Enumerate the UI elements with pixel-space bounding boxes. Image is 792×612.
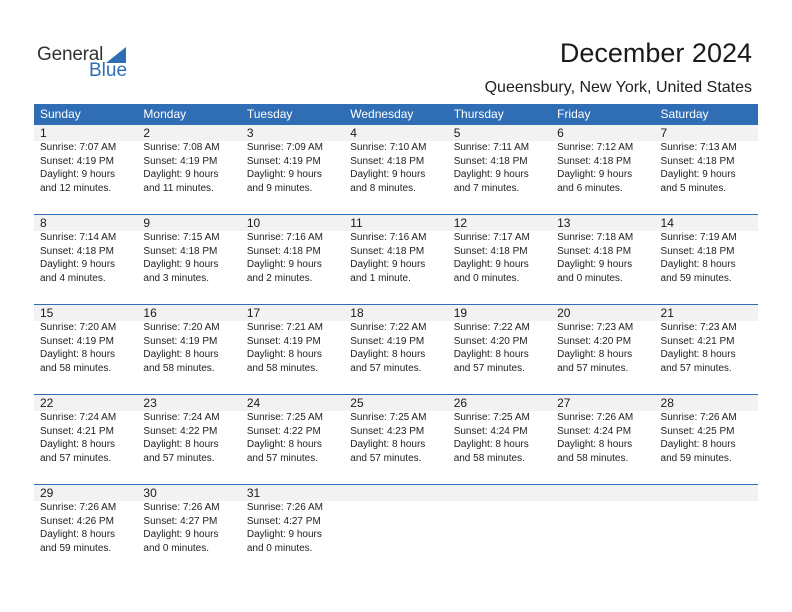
sunrise-text: Sunrise: 7:09 AM [246,142,323,153]
sunrise-text: Sunrise: 7:14 AM [40,232,117,243]
sunrise-text: Sunrise: 7:25 AM [246,412,323,423]
day-cell [344,485,447,555]
sunset-text: Sunset: 4:25 PM [660,425,735,437]
daylight-minutes-text: and 57 minutes. [143,452,215,464]
daylight-text: Daylight: 8 hours [246,439,322,450]
day-cell [655,215,758,285]
weekday-sunday: Sunday [40,107,81,121]
day-cell [344,305,447,375]
sunrise-text: Sunrise: 7:11 AM [453,142,530,153]
day-cell [34,215,137,285]
daylight-text: Daylight: 8 hours [660,259,736,270]
weekday-wednesday: Wednesday [350,107,414,121]
daylight-minutes-text: and 57 minutes. [246,452,319,464]
sunrise-text: Sunrise: 7:15 AM [143,232,220,243]
sunset-text: Sunset: 4:18 PM [660,245,735,257]
sunrise-text: Sunrise: 7:20 AM [40,322,117,333]
daylight-text: Daylight: 9 hours [246,169,322,180]
sunrise-text: Sunrise: 7:18 AM [557,232,634,243]
sunset-text: Sunset: 4:26 PM [40,515,114,527]
day-number: 30 [143,486,157,500]
day-cell [34,305,137,375]
daylight-minutes-text: and 1 minute. [350,272,411,284]
day-cell [34,395,137,465]
day-cell [241,395,344,465]
day-number: 23 [143,396,157,410]
sunrise-text: Sunrise: 7:24 AM [40,412,117,423]
daylight-text: Daylight: 8 hours [557,349,633,360]
sunrise-text: Sunrise: 7:16 AM [246,232,323,243]
daylight-minutes-text: and 0 minutes. [143,542,210,554]
day-number: 26 [453,396,468,410]
sunset-text: Sunset: 4:19 PM [350,335,425,347]
daylight-text: Daylight: 8 hours [246,349,322,360]
day-cell [655,485,758,555]
day-cell [137,125,240,195]
daylight-text: Daylight: 9 hours [350,169,426,180]
day-cell [448,305,551,375]
sunset-text: Sunset: 4:18 PM [453,245,528,257]
daylight-minutes-text: and 7 minutes. [453,182,520,194]
daylight-text: Daylight: 8 hours [40,349,116,360]
daylight-text: Daylight: 9 hours [40,259,116,270]
sunrise-text: Sunrise: 7:22 AM [453,322,530,333]
daylight-minutes-text: and 57 minutes. [453,362,525,374]
daylight-minutes-text: and 59 minutes. [660,452,732,464]
sunrise-text: Sunrise: 7:22 AM [350,322,427,333]
daylight-text: Daylight: 9 hours [143,169,219,180]
weekday-monday: Monday [143,107,187,121]
sunrise-text: Sunrise: 7:26 AM [246,502,323,513]
week-days [34,125,758,195]
day-number: 5 [453,126,461,140]
day-number: 12 [453,216,468,230]
day-number: 9 [143,216,151,230]
sunset-text: Sunset: 4:18 PM [350,155,425,167]
sunset-text: Sunset: 4:27 PM [143,515,218,527]
sunrise-text: Sunrise: 7:24 AM [143,412,220,423]
daylight-minutes-text: and 2 minutes. [246,272,313,284]
sunset-text: Sunset: 4:18 PM [660,155,735,167]
daylight-text: Daylight: 9 hours [453,259,529,270]
daylight-text: Daylight: 8 hours [350,439,426,450]
day-cell [551,215,654,285]
day-cell [34,485,137,555]
sunset-text: Sunset: 4:19 PM [40,335,114,347]
calendar-week [34,125,758,215]
sunrise-text: Sunrise: 7:26 AM [40,502,117,513]
day-number: 14 [660,216,674,230]
sunset-text: Sunset: 4:20 PM [453,335,528,347]
sunset-text: Sunset: 4:18 PM [40,245,114,257]
daylight-minutes-text: and 58 minutes. [557,452,629,464]
day-number: 3 [246,126,254,140]
daylight-minutes-text: and 0 minutes. [246,542,313,554]
daylight-minutes-text: and 9 minutes. [246,182,313,194]
daylight-text: Daylight: 8 hours [143,439,219,450]
sunset-text: Sunset: 4:18 PM [350,245,425,257]
day-number: 11 [350,216,363,230]
sunset-text: Sunset: 4:19 PM [40,155,114,167]
day-number: 4 [350,126,357,140]
daylight-text: Daylight: 8 hours [557,439,633,450]
day-number: 13 [557,216,571,230]
daylight-minutes-text: and 58 minutes. [40,362,112,374]
daylight-minutes-text: and 8 minutes. [350,182,416,194]
day-number: 25 [350,396,364,410]
sunset-text: Sunset: 4:20 PM [557,335,632,347]
daylight-minutes-text: and 59 minutes. [40,542,112,554]
logo-general-text: General [37,44,104,65]
sunset-text: Sunset: 4:19 PM [143,335,218,347]
day-cell [34,125,137,195]
sunrise-text: Sunrise: 7:23 AM [660,322,737,333]
day-number: 10 [246,216,261,230]
daylight-minutes-text: and 59 minutes. [660,272,732,284]
sunrise-text: Sunrise: 7:26 AM [660,412,737,423]
weekday-saturday: Saturday [660,107,709,121]
weekday-thursday: Thursday [453,107,504,121]
page-title: December 2024 [559,38,752,68]
day-cell [241,125,344,195]
sunset-text: Sunset: 4:27 PM [246,515,321,527]
daylight-text: Daylight: 9 hours [246,529,322,540]
sunset-text: Sunset: 4:23 PM [350,425,425,437]
daylight-text: Daylight: 9 hours [143,259,219,270]
daylight-minutes-text: and 3 minutes. [143,272,210,284]
week-days [34,305,758,375]
daylight-minutes-text: and 0 minutes. [453,272,520,284]
sunset-text: Sunset: 4:24 PM [557,425,632,437]
weekday-header [34,104,758,125]
day-number: 8 [40,216,47,230]
daylight-minutes-text: and 57 minutes. [350,452,422,464]
day-cell [655,395,758,465]
day-cell [137,305,240,375]
day-number: 20 [557,306,571,320]
sunrise-text: Sunrise: 7:07 AM [40,142,117,153]
daylight-text: Daylight: 8 hours [40,529,116,540]
day-number: 16 [143,306,157,320]
sunrise-text: Sunrise: 7:26 AM [143,502,220,513]
daylight-text: Daylight: 9 hours [40,169,116,180]
week-days [34,395,758,465]
sunset-text: Sunset: 4:19 PM [246,155,321,167]
day-number: 6 [557,126,564,140]
sunset-text: Sunset: 4:18 PM [557,245,632,257]
calendar-week [34,215,758,305]
day-cell [241,305,344,375]
week-days [34,215,758,285]
day-number: 31 [246,486,261,500]
sunset-text: Sunset: 4:22 PM [143,425,218,437]
daylight-text: Daylight: 8 hours [143,349,219,360]
daylight-minutes-text: and 0 minutes. [557,272,623,284]
day-number: 27 [557,396,571,410]
daylight-text: Daylight: 9 hours [453,169,529,180]
sunrise-text: Sunrise: 7:12 AM [557,142,634,153]
day-number: 18 [350,306,364,320]
daylight-text: Daylight: 8 hours [660,439,736,450]
daylight-text: Daylight: 9 hours [350,259,426,270]
day-cell [448,395,551,465]
daylight-minutes-text: and 58 minutes. [453,452,525,464]
day-cell [344,215,447,285]
calendar-week [34,485,758,575]
sunset-text: Sunset: 4:19 PM [246,335,321,347]
day-number: 15 [40,306,54,320]
day-cell [551,395,654,465]
day-cell [241,485,344,555]
daylight-text: Daylight: 8 hours [453,439,529,450]
daylight-minutes-text: and 6 minutes. [557,182,623,194]
day-cell [551,305,654,375]
daylight-text: Daylight: 9 hours [246,259,322,270]
daylight-minutes-text: and 57 minutes. [557,362,629,374]
sunset-text: Sunset: 4:18 PM [246,245,321,257]
day-number: 7 [660,126,668,140]
day-number: 28 [660,396,674,410]
week-days [34,485,758,555]
day-cell [137,215,240,285]
sunset-text: Sunset: 4:18 PM [143,245,218,257]
day-cell [344,125,447,195]
sunset-text: Sunset: 4:21 PM [40,425,114,437]
sunrise-text: Sunrise: 7:16 AM [350,232,427,243]
daylight-text: Daylight: 9 hours [557,169,633,180]
sunset-text: Sunset: 4:21 PM [660,335,735,347]
day-cell [344,395,447,465]
calendar-week [34,305,758,395]
calendar-week [34,395,758,485]
daylight-minutes-text: and 58 minutes. [246,362,319,374]
daylight-text: Daylight: 9 hours [557,259,633,270]
sunrise-text: Sunrise: 7:08 AM [143,142,220,153]
daylight-text: Daylight: 9 hours [143,529,219,540]
day-cell [137,485,240,555]
day-cell [448,215,551,285]
day-cell [551,485,654,555]
sunset-text: Sunset: 4:19 PM [143,155,218,167]
sunrise-text: Sunrise: 7:10 AM [350,142,427,153]
day-cell [241,215,344,285]
calendar-grid [34,104,758,575]
daylight-minutes-text: and 4 minutes. [40,272,106,284]
day-cell [448,485,551,555]
daylight-text: Daylight: 8 hours [453,349,529,360]
weekday-friday: Friday [557,107,591,121]
day-number: 21 [660,306,674,320]
day-cell [655,305,758,375]
sunrise-text: Sunrise: 7:25 AM [350,412,427,423]
daylight-text: Daylight: 8 hours [350,349,426,360]
day-number: 24 [246,396,261,410]
daylight-text: Daylight: 8 hours [660,349,736,360]
location-subtitle: Queensbury, New York, United States [484,79,752,96]
daylight-text: Daylight: 9 hours [660,169,736,180]
sunrise-text: Sunrise: 7:17 AM [453,232,530,243]
day-number: 2 [143,126,151,140]
day-cell [551,125,654,195]
calendar-weeks [34,125,758,575]
daylight-minutes-text: and 57 minutes. [40,452,112,464]
day-cell [448,125,551,195]
daylight-text: Daylight: 8 hours [40,439,116,450]
daylight-minutes-text: and 57 minutes. [660,362,732,374]
daylight-minutes-text: and 5 minutes. [660,182,727,194]
day-cell [655,125,758,195]
logo [37,44,137,80]
daylight-minutes-text: and 12 minutes. [40,182,112,194]
sunrise-text: Sunrise: 7:21 AM [246,322,323,333]
sunrise-text: Sunrise: 7:26 AM [557,412,634,423]
daylight-minutes-text: and 58 minutes. [143,362,215,374]
sunset-text: Sunset: 4:18 PM [557,155,632,167]
sunrise-text: Sunrise: 7:23 AM [557,322,634,333]
sunrise-text: Sunrise: 7:20 AM [143,322,220,333]
day-number: 19 [453,306,468,320]
day-number: 29 [40,486,54,500]
day-cell [137,395,240,465]
day-number: 22 [40,396,54,410]
sunrise-text: Sunrise: 7:19 AM [660,232,737,243]
day-number: 1 [40,126,47,140]
sunset-text: Sunset: 4:18 PM [453,155,528,167]
sunset-text: Sunset: 4:24 PM [453,425,528,437]
daylight-minutes-text: and 57 minutes. [350,362,422,374]
sunrise-text: Sunrise: 7:25 AM [453,412,530,423]
daylight-minutes-text: and 11 minutes. [143,182,214,194]
sunset-text: Sunset: 4:22 PM [246,425,321,437]
weekday-tuesday: Tuesday [246,107,293,121]
sunrise-text: Sunrise: 7:13 AM [660,142,737,153]
logo-blue-text: Blue [89,60,128,81]
day-number: 17 [246,306,261,320]
